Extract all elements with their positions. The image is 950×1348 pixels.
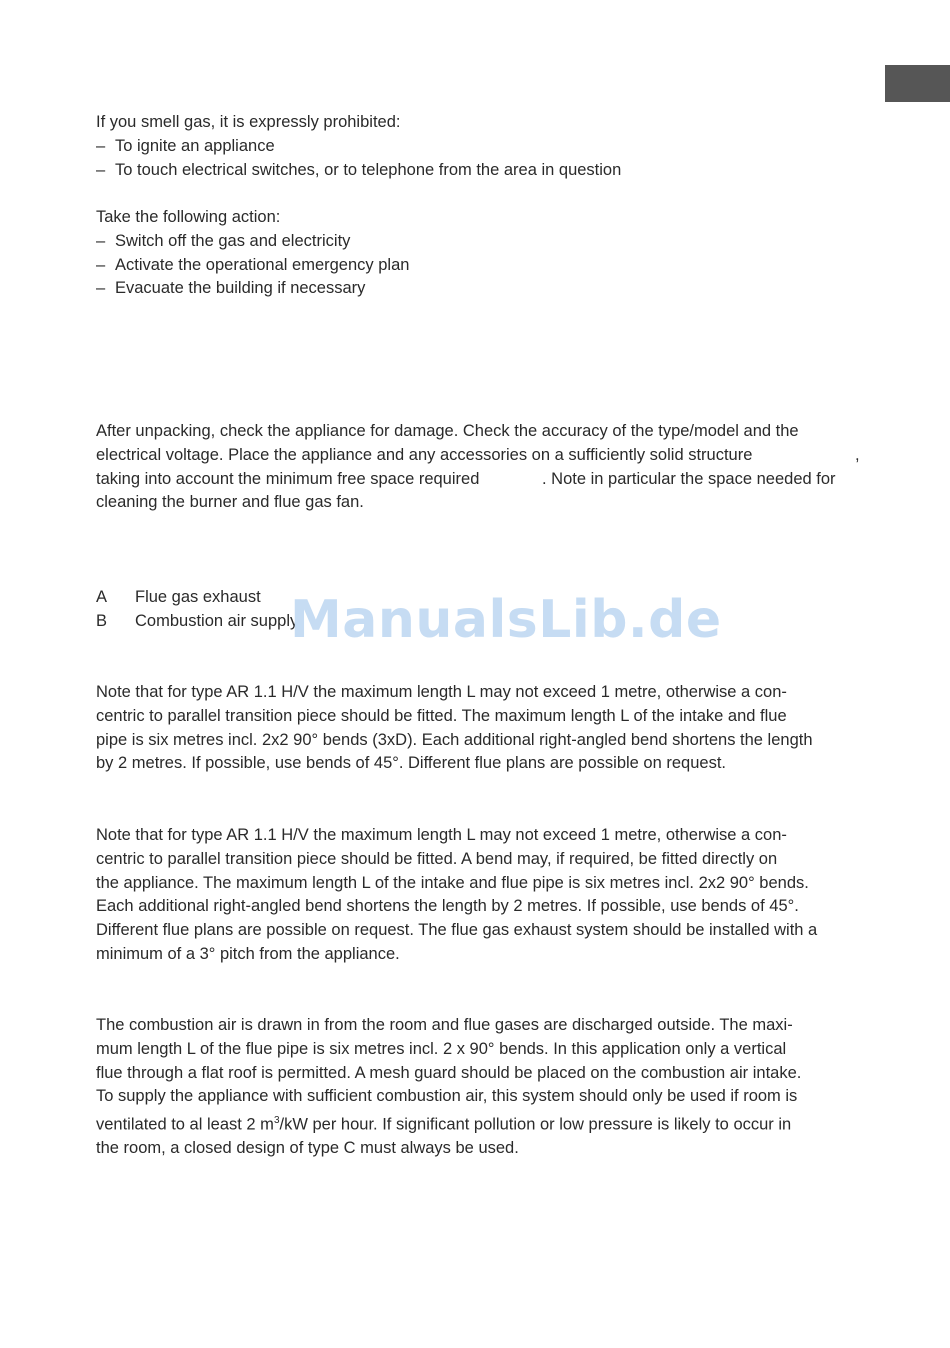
- flue-paragraph-2: Note that for type AR 1.1 H/V the maximum length L may not exceed 1 metre, otherwise a con- centric to parallel transition piece should be fitted. A bend may, if required, be fitted directly on the appliance. The maximum length L of the intake and flue pipe is six metres incl. 2x2 90° bends. Each additional right-angled bend shortens the length by 2 metres. If possible, use bends of 45°. Different flue plans are possible on request. The flue gas exhaust system should be installed with a minimum of a 3° pitch from the appliance.: [96, 826, 818, 963]
- actions-intro: Take the following action:: [96, 208, 281, 226]
- watermark: ManualsLib.de: [290, 590, 722, 650]
- list-item: – To ignite an appliance: [96, 136, 275, 155]
- legend-item: B Combustion air supply: [96, 611, 299, 630]
- unpacking-paragraph: After unpacking, check the appliance for damage. Check the accuracy of the type/model and the electrical voltage. Place the appliance and any accessories on a sufficiently solid structure , taking into account the minimum free space required . Note in particular the space needed for cleaning the burner and flue gas fan.: [96, 422, 860, 512]
- list-item: – Evacuate the building if necessary: [96, 279, 366, 298]
- flue-paragraph-1: Note that for type AR 1.1 H/V the maximum length L may not exceed 1 metre, otherwise a con- centric to parallel transition piece should be fitted. The maximum length L of the intake and flue pipe is six metres incl. 2x2 90° bends (3xD). Each additional right-angled bend shortens the length by 2 metres. If possible, use bends of 45°. Different flue plans are possible on request.: [96, 683, 813, 773]
- legend-item: A Flue gas exhaust: [96, 588, 261, 606]
- section-tab-marker: [885, 65, 950, 102]
- combustion-air-paragraph: The combustion air is drawn in from the room and flue gases are discharged outside. The maxi- mum length L of the flue pipe is six metres incl. 2 x 90° bends. In this application only a vertical flue through a flat roof is permitted. A mesh guard should be placed on the combustion air intake. To supply the appliance with sufficient combustion air, this system should only be used if room is ventilated to al least 2 $m^3/kW$ per hour. If significant pollution or low pressure is likely to occur in the room, a closed design of type C must always be used.: [96, 1016, 802, 1158]
- actions-block: [96, 206, 866, 301]
- gas-warning-block: [96, 111, 866, 182]
- list-item: – Switch off the gas and electricity: [96, 231, 351, 250]
- list-item: – To touch electrical switches, or to telephone from the area in question: [96, 160, 622, 179]
- list-item: – Activate the operational emergency plan: [96, 255, 410, 274]
- gas-warning-intro: If you smell gas, it is expressly prohibited:: [96, 113, 401, 131]
